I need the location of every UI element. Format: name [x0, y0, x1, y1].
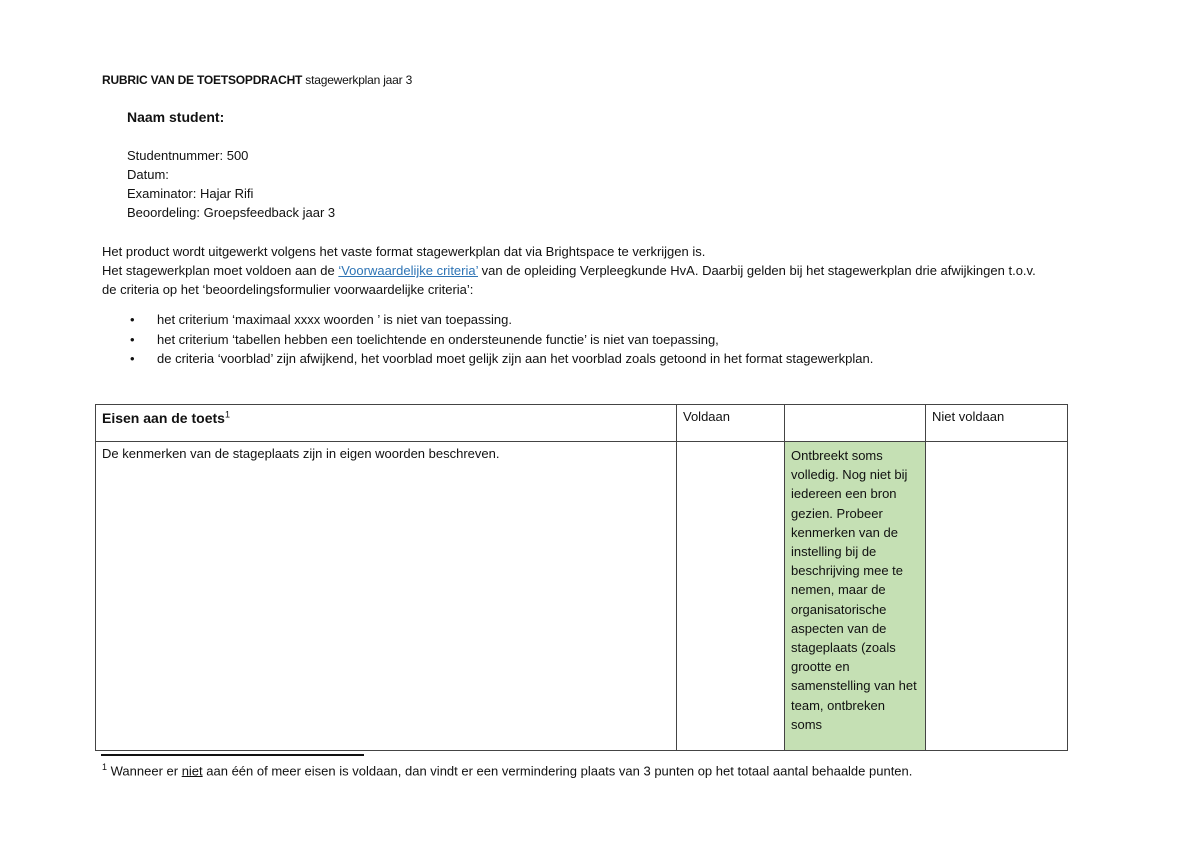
footnote-emphasis: niet — [181, 763, 203, 779]
list-item-text: het criterium ‘tabellen hebben een toelichtende en ondersteunende functie’ is niet van toepassing, — [157, 331, 719, 347]
header-middle — [785, 405, 926, 442]
intro-text — [102, 242, 1172, 299]
list-item-text: het criterium ‘maximaal xxxx woorden ’ is niet van toepassing. — [157, 312, 512, 327]
list-item — [130, 310, 873, 330]
header-requirements-label: Eisen aan de toets — [102, 409, 225, 426]
table-row — [96, 442, 1068, 751]
header-pass: Voldaan — [677, 405, 785, 442]
voorwaardelijke-criteria-link[interactable]: ‘Voorwaardelijke criteria’ — [338, 263, 479, 278]
deviation-list — [130, 310, 873, 369]
document-title-bold: RUBRIC VAN DE TOETSOPDRACHT — [102, 73, 303, 87]
student-number: Studentnummer: 500 — [127, 148, 249, 163]
student-assessment: Beoordeling: Groepsfeedback jaar 3 — [127, 205, 336, 220]
footnote-post: aan één of meer eisen is voldaan, dan vindt er een vermindering plaats van 3 punten op het totaal aantal behaalde punten. — [202, 763, 913, 779]
student-info — [127, 108, 335, 222]
student-date: Datum: — [127, 167, 169, 182]
intro-line-1: Het product wordt uitgewerkt volgens het vaste format stagewerkplan dat via Brightspace te verkrijgen is. — [102, 244, 706, 259]
fail-cell — [926, 442, 1068, 751]
requirement-cell: De kenmerken van de stageplaats zijn in eigen woorden beschreven. — [96, 442, 677, 751]
table-header-row — [96, 405, 1068, 442]
document-title — [102, 73, 412, 87]
bullet-icon: • — [130, 351, 135, 366]
bullet-icon: • — [130, 331, 135, 347]
document-title-rest: stagewerkplan jaar 3 — [302, 73, 413, 87]
header-requirements — [96, 405, 677, 442]
list-item — [130, 349, 873, 369]
bullet-icon: • — [130, 312, 135, 327]
intro-line-2-post: van de opleiding Verpleegkunde HvA. Daarbij gelden bij het stagewerkplan drie afwijkingen t.o.v. — [478, 263, 1036, 278]
list-item — [130, 330, 873, 350]
footnote-marker: 1 — [102, 762, 108, 772]
rubric-table — [95, 404, 1068, 751]
footnote-reference: 1 — [224, 409, 230, 419]
student-examiner: Examinator: Hajar Rifi — [127, 186, 254, 201]
footnote-pre: Wanneer er — [107, 763, 182, 779]
header-fail: Niet voldaan — [926, 405, 1068, 442]
feedback-cell — [785, 442, 926, 751]
student-name-label: Naam student: — [127, 109, 225, 125]
list-item-text: de criteria ‘voorblad’ zijn afwijkend, het voorblad moet gelijk zijn aan het voorblad zoals getoond in het format stagewerkplan. — [157, 351, 874, 366]
intro-line-2 — [102, 261, 1172, 280]
footnote — [102, 762, 912, 778]
intro-line-2-pre: Het stagewerkplan moet voldoen aan de — [102, 263, 339, 278]
pass-cell — [677, 442, 785, 751]
footnote-separator — [101, 754, 364, 756]
intro-line-3: de criteria op het ‘beoordelingsformulier voorwaardelijke criteria’: — [102, 282, 474, 297]
feedback-text: Ontbreekt soms volledig. Nog niet bij iedereen een bron gezien. Probeer kenmerken van de instelling bij de beschrijving mee te nemen, maar de organisatorische aspecten van de stageplaats (zoals grootte en samenstelling van het team, ontbreken soms — [791, 448, 917, 732]
